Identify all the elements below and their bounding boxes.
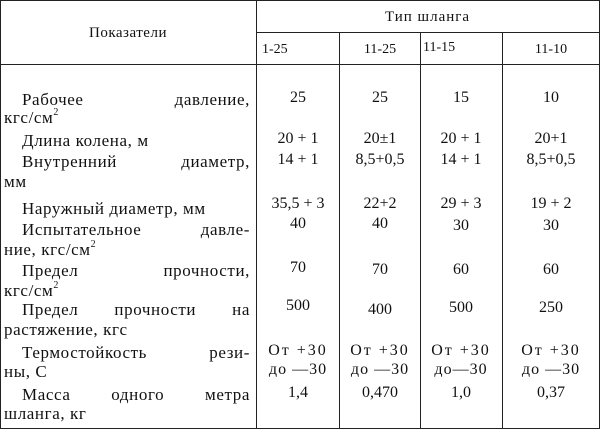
cell: 20±1 [363,130,397,147]
cell: От +30 [350,342,410,359]
cell: до —30 [350,361,410,378]
cell: 29 + 3 [440,195,482,212]
header-indicators: Показатели [89,25,167,41]
header-type-3: 11-15 [423,40,456,55]
cell: 14 + 1 [440,151,482,168]
row-label-inner-diameter: Внутренний диаметр, [22,152,250,171]
cell: 70 [372,261,388,278]
header-type-1: 1-25 [262,42,288,57]
cell: 25 [290,89,306,106]
cell: 0,37 [537,384,565,401]
cell: 0,470 [362,384,398,401]
cell: 1,0 [451,384,471,401]
row-label-tensile: Предел прочности на [22,300,250,319]
cell: до —30 [268,361,328,378]
row-label-strength: Предел прочности, [22,261,250,280]
cell: 8,5+0,5 [526,151,576,168]
header-type-4: 11-10 [534,42,568,57]
header-divider [256,32,599,33]
cell: 14 + 1 [277,151,319,168]
cell: 25 [372,89,388,106]
cell: до —30 [521,361,581,378]
header-bottom-rule [0,64,600,65]
cell: От +30 [431,342,491,359]
cell: до—30 [434,361,488,378]
cell: 20 + 1 [440,130,482,147]
cell: 20 + 1 [277,130,319,147]
cell: 22+2 [363,195,397,212]
cell: 60 [543,261,559,278]
cell: 8,5+0,5 [355,151,405,168]
row-label-mass: Масса одного метра [22,385,250,404]
cell: 70 [290,259,306,276]
row-label-heat-resistance-unit: ны, С [4,362,48,381]
row-label-strength-unit: кгс/$см^2$ [4,280,60,300]
row-label-outer-diameter: Наружный диаметр, мм [22,199,206,218]
cell: 40 [290,215,306,232]
row-label-tensile-unit: растяжение, кгс [4,320,128,339]
cell: 60 [453,261,469,278]
cell: 20+1 [534,130,568,147]
row-label-test-pressure: Испытательное давле- [22,220,250,239]
row-label-length: Длина колена, м [22,131,149,150]
cell: От +30 [268,342,328,359]
cell: 1,4 [288,384,308,401]
cell: 35,5 + 3 [271,195,325,212]
cell: 19 + 2 [530,195,572,212]
row-label-working-pressure: Рабочее давление, [22,90,250,109]
row-label-mass-unit: шланга, кг [4,404,87,423]
row-label-test-pressure-unit: ние, кгс/$см^2$ [4,239,97,259]
cell: 400 [368,301,392,318]
row-label-inner-diameter-unit: мм [4,172,27,191]
cell: 40 [372,215,388,232]
row-label-working-pressure-unit: кгс/$см^2$ [4,107,60,127]
cell: 500 [286,297,310,314]
cell: 250 [539,299,563,316]
cell: 30 [453,217,469,234]
cell: 500 [449,299,473,316]
cell: От +30 [521,342,581,359]
cell: 15 [453,89,469,106]
row-label-heat-resistance: Термостойкость рези- [22,343,250,362]
header-hose-type: Тип шланга [384,9,471,25]
cell: 10 [543,89,559,106]
cell: 30 [543,217,559,234]
header-type-2: 11-25 [363,42,397,57]
